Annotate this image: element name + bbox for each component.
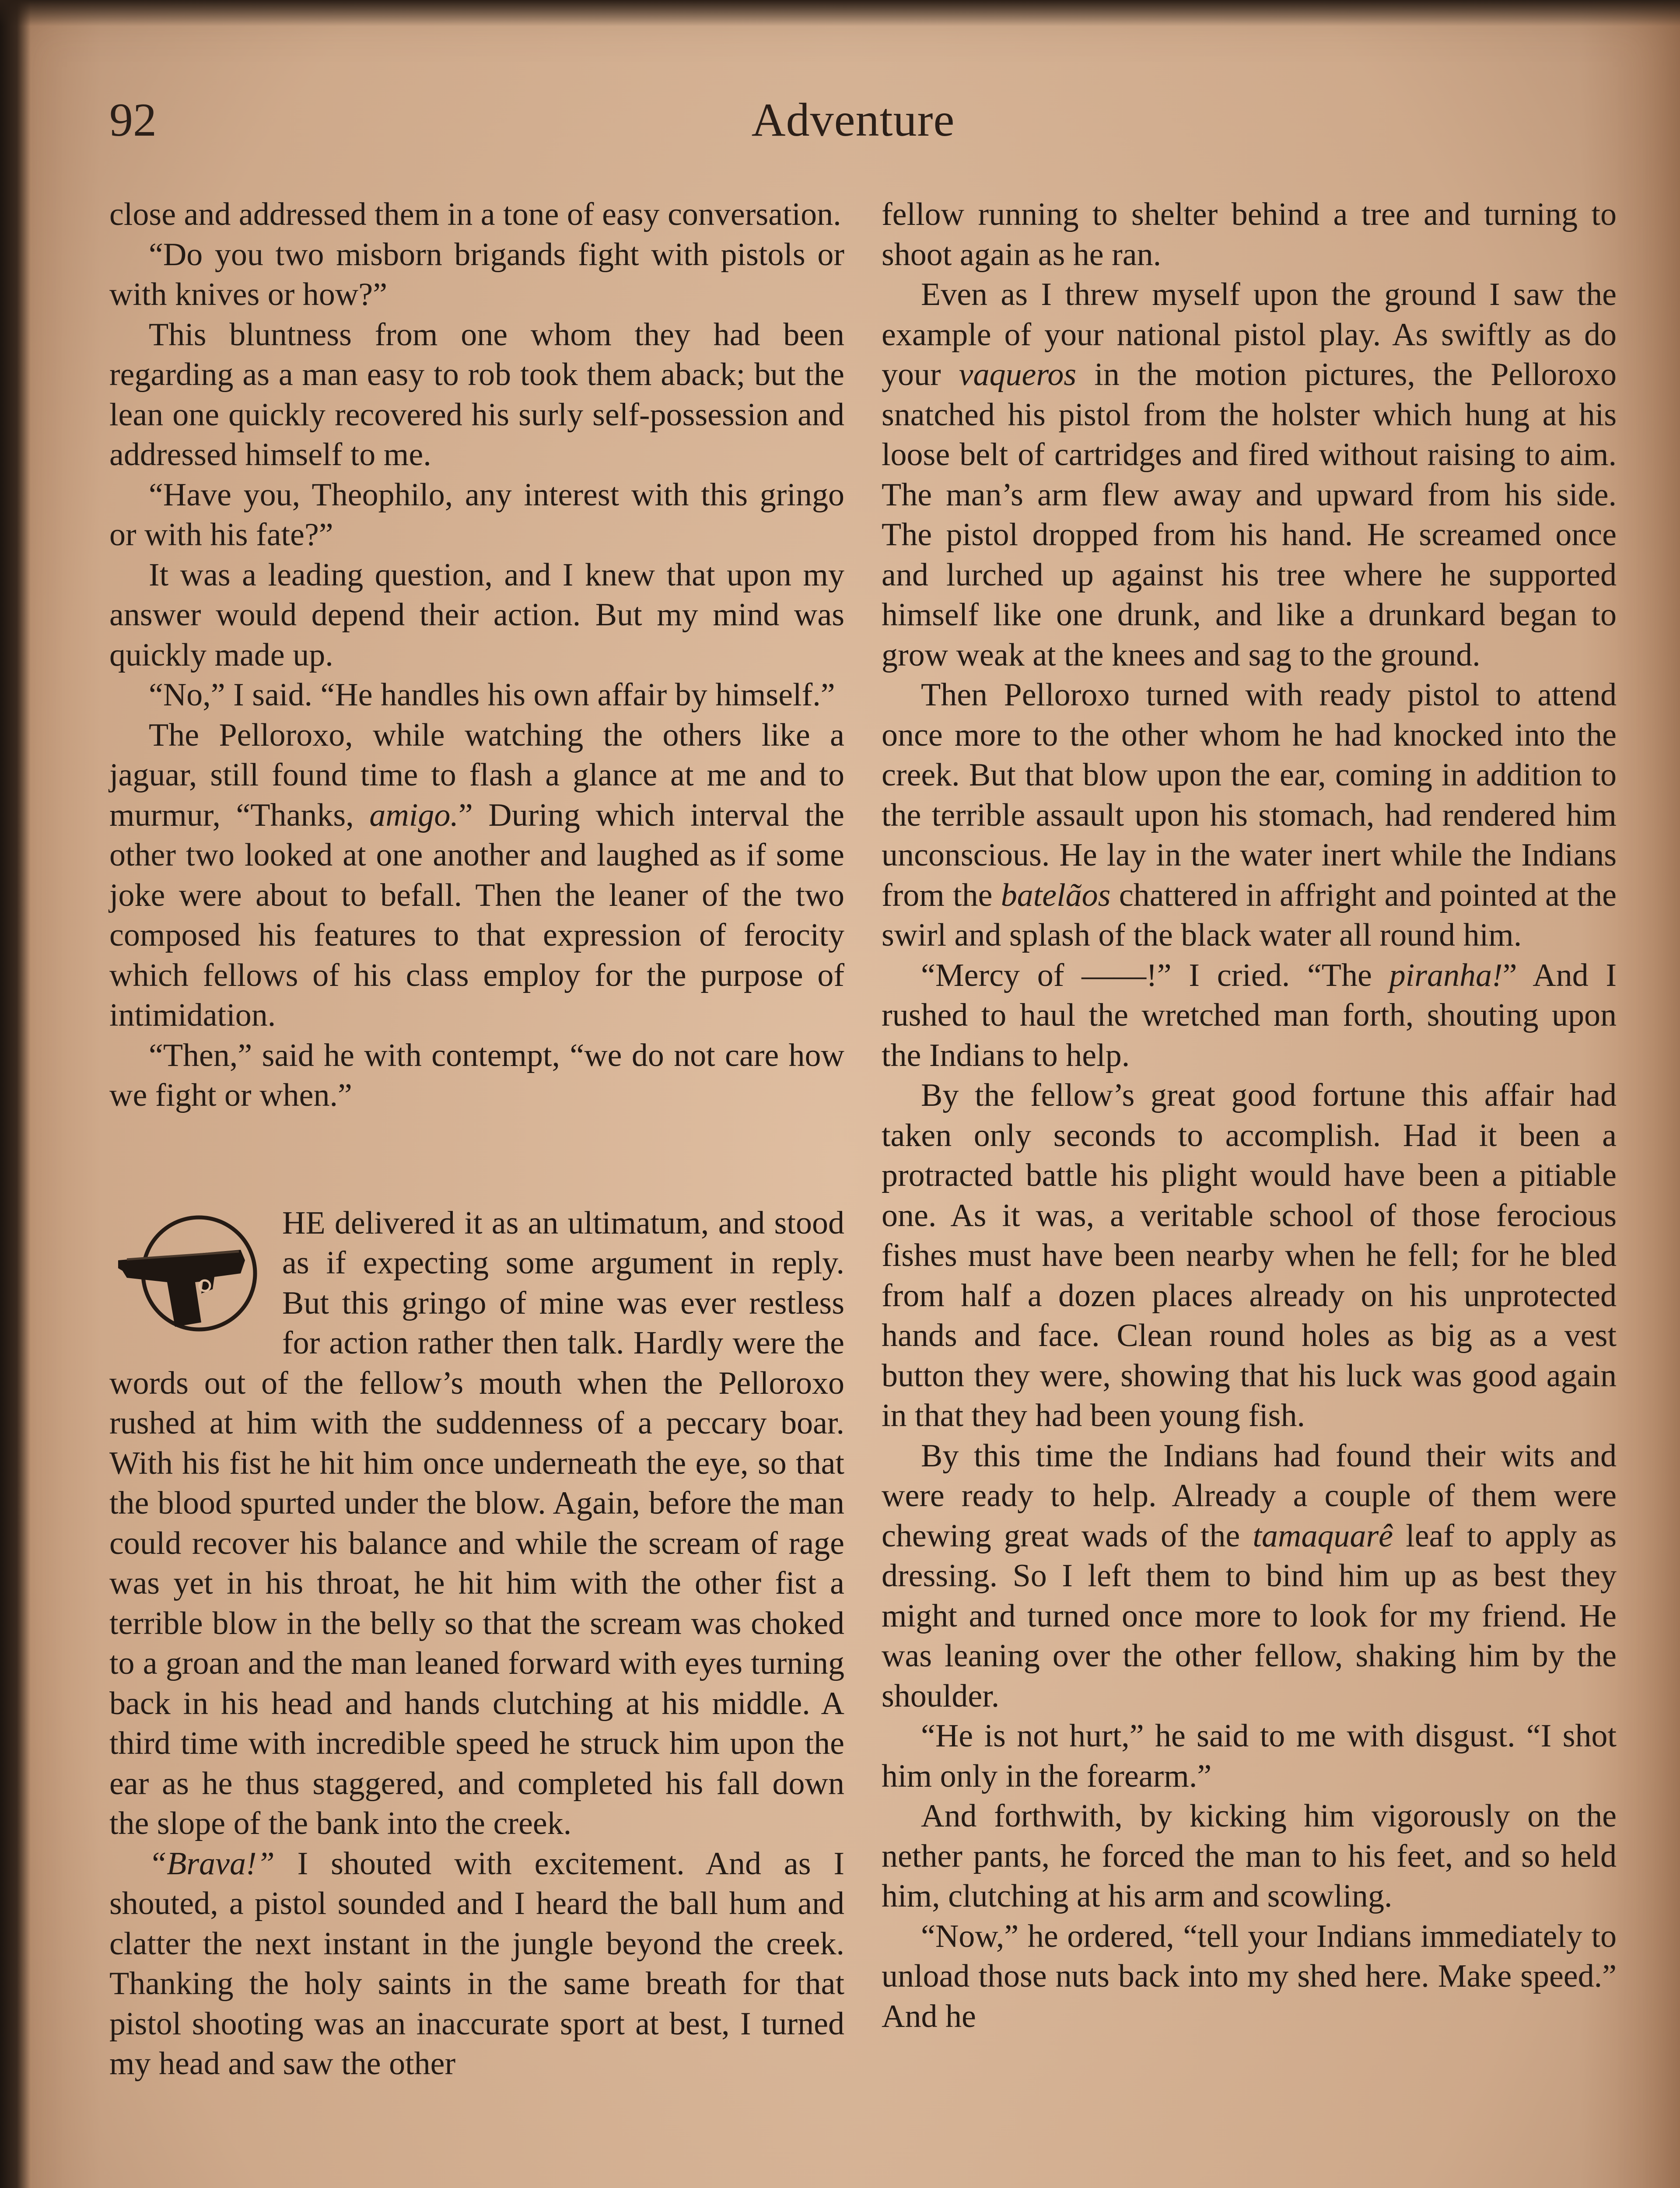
text-run: By this time the Indians had found their wits and were ready to help. Already a couple of them were chewing great wads of the — [882, 1438, 1617, 1554]
page-left-edge — [0, 0, 31, 2188]
italic-word: piranha! — [1389, 957, 1503, 993]
text-run: The Pelloroxo, while watching the others like a jaguar, still found time to flash a glance at me and to murmur, “Thanks, — [109, 717, 844, 833]
pistol-icon — [109, 1208, 273, 1339]
paragraph: It was a leading question, and I knew that upon my answer would depend their action. But my mind was quickly made up. — [109, 557, 844, 673]
paragraph — [882, 1436, 1617, 1717]
right-column — [882, 195, 1617, 2037]
paragraph: “Do you two misborn brigands fight with pistols or with knives or how?” — [109, 236, 844, 312]
italic-word: batelãos — [1001, 877, 1111, 913]
paragraph — [882, 275, 1617, 675]
paragraph — [109, 715, 844, 1036]
paragraph — [109, 1844, 844, 2084]
paragraph: “Now,” he ordered, “tell your Indians immediately to unload those nuts back into my shed here. Make speed.” And he — [882, 1918, 1617, 2034]
paragraph: close and addressed them in a tone of easy conversation. — [109, 196, 841, 232]
paragraph — [882, 675, 1617, 956]
page-number: 92 — [109, 94, 157, 146]
paragraph: “He is not hurt,” he said to me with disgust. “I shot him only in the forearm.” — [882, 1718, 1617, 1794]
text-run: chattered in affright and pointed at the swirl and splash of the black water all round him. — [882, 877, 1617, 953]
text-run: ” And I rushed to haul the wretched man forth, shouting upon the Indians to help. — [882, 957, 1617, 1073]
text-run: in the motion pictures, the Pelloroxo snatched his pistol from the holster which hung at his loose belt of cartridges and fired without raising to aim. The man’s arm flew away and upward from his side. The pistol dropped from his hand. He screamed once and lurched up against his tree where he supported himself like one drunk, and like a drunkard began to grow weak at the knees and sag to the ground. — [882, 357, 1617, 673]
text-run: I shouted with excitement. And as I shouted, a pistol sounded and I heard the ball hum and clatter the next instant in the jungle beyond the creek. Thanking the holy saints in the same breath for that pistol shooting was an inaccurate sport at best, I turned my head and saw the other — [109, 1845, 844, 2082]
text-run: Even as I threw myself upon the ground I saw the example of your national pistol play. As swiftly as do your — [882, 277, 1617, 393]
paragraph: And forthwith, by kicking him vigorously on the nether pants, he forced the man to his feet, and so held him, clutching at his arm and scowling. — [882, 1798, 1617, 1914]
paragraph: “Then,” said he with contempt, “we do not care how we fight or when.” — [109, 1037, 844, 1113]
text-run: “Mercy of ——!” I cried. “The — [921, 957, 1390, 993]
section-ornament — [109, 1208, 273, 1339]
paragraph: HE delivered it as an ultimatum, and stood as if expecting some argument in reply. But this gringo of mine was ever restless for action rather then talk. Hardly were the words out of the fellow’s mouth when the Pelloroxo rushed at him with the suddenness of a peccary boar. With his fist he hit him once underneath the eye, so that the blood spurted under the blow. Again, before the man could recover his balance and while the scream of rage was yet in his throat, he hit him with the other fist a terrible blow in the belly so that the scream was choked to a groan and the man leaned forward with eyes turning back in his head and hands clutching at his middle. A third time with incredible speed he struck him upon the ear as he thus staggered, and completed his fall down the slope of the bank into the creek. — [109, 1205, 844, 1841]
italic-word: tamaquarê — [1253, 1518, 1393, 1554]
paragraph: fellow running to shelter behind a tree and turning to shoot again as he ran. — [882, 196, 1617, 273]
text-run: Then Pelloroxo turned with ready pistol to attend once more to the other whom he had knocked into the creek. But that blow upon the ear, coming in addition to the terrible assault upon his stomach, had rendered him unconscious. He lay in the water inert while the Indians from the — [882, 677, 1617, 913]
paragraph — [882, 956, 1617, 1076]
italic-word: vaqueros — [959, 357, 1077, 393]
left-column — [109, 195, 844, 2084]
paragraph: This bluntness from one whom they had been regarding as a man easy to rob took them aback; but the lean one quickly recovered his surly self-possession and addressed himself to me. — [109, 316, 844, 473]
text-run: ” During which interval the other two looked at one another and laughed as if some joke were about to befall. Then the leaner of the two composed his features to that expression of ferocity which fellows of his class employ for the purpose of intimidation. — [109, 797, 844, 1033]
magazine-title: Adventure — [751, 94, 955, 146]
paragraph: By the fellow’s great good fortune this affair had taken only seconds to accomplish. Had it been a protracted battle his plight would have been a pitiable one. As it was, a veritable school of those ferocious fishes must have been nearby when he fell; for he bled from half a dozen places already on his unprotected hands and face. Clean round holes as big as a vest button they were, showing that his luck was good again in that they had been young fish. — [882, 1077, 1617, 1434]
italic-word: “Brava!” — [149, 1845, 275, 1882]
paragraph: “Have you, Theophilo, any interest with this gringo or with his fate?” — [109, 477, 844, 553]
section-break — [109, 1116, 844, 1203]
page-top-edge — [0, 0, 1680, 26]
running-header — [101, 88, 1606, 153]
paragraph: “No,” I said. “He handles his own affair by himself.” — [149, 677, 835, 713]
italic-word: amigo. — [369, 797, 458, 833]
text-run: leaf to apply as dressing. So I left them to bind him up as best they might and turned once more to look for my friend. He was leaning over the other fellow, shaking him by the shoulder. — [882, 1518, 1617, 1714]
